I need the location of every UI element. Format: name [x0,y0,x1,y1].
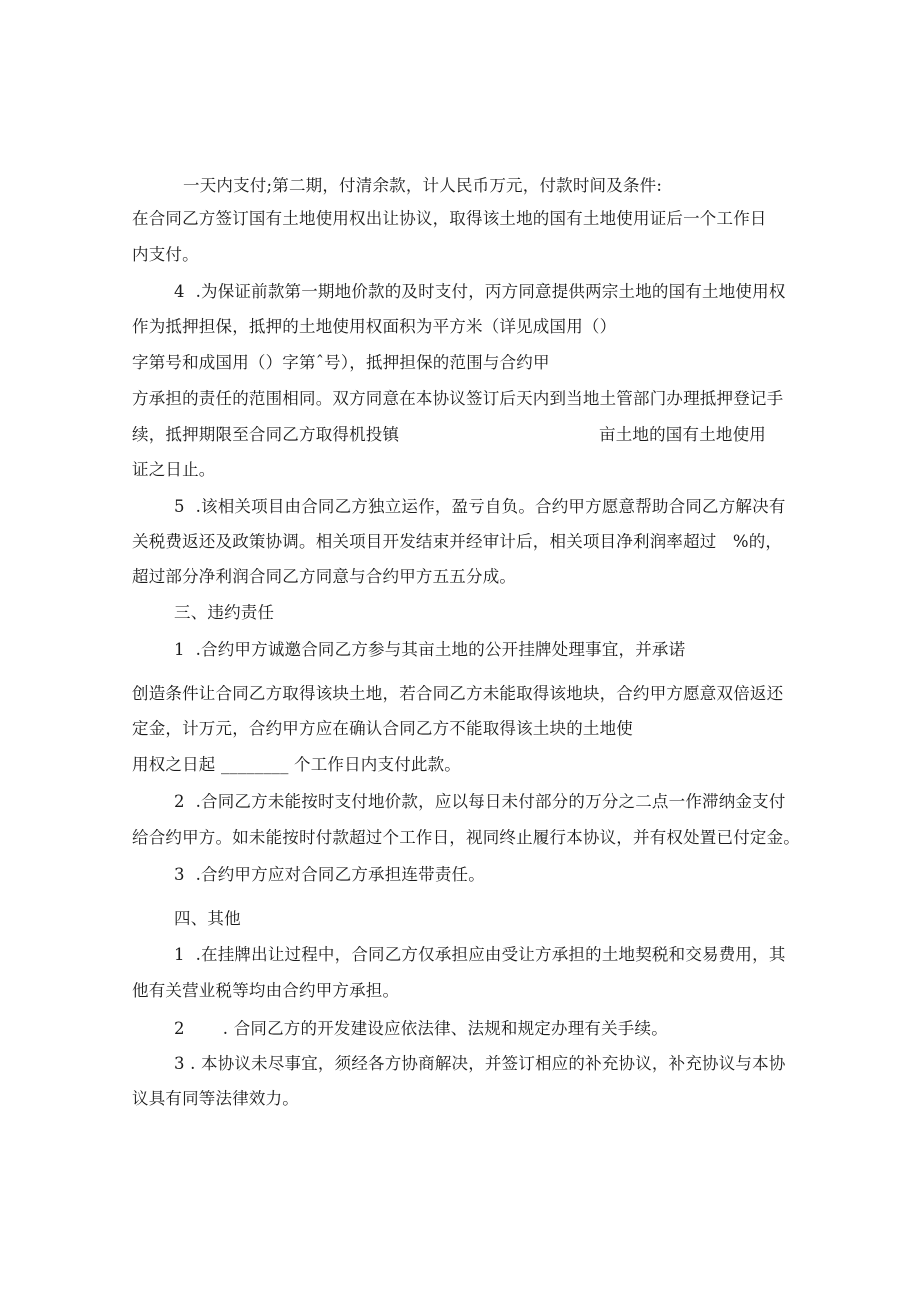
text-line: 用权之日起 ________ 个工作日内支付此款。 [132,755,461,774]
text-line: 关税费返还及政策协调。相关项目开发结束并经审计后，相关项目净利润率超过 %的， [132,532,783,551]
text-line: 证之日止。 [132,460,216,479]
text-line: 他有关营业税等均由合约甲方承担。 [132,981,400,1000]
text-line: 2 . 合同乙方的开发建设应依法律、法规和规定办理有关手续。 [174,1019,668,1038]
text-line: 超过部分净利润合同乙方同意与合约甲方五五分成。 [132,567,517,586]
text-line: 1 .在挂牌出让过程中，合同乙方仅承担应由受让方承担的土地契税和交易费用，其 [174,945,786,964]
text-line: 亩土地的国有土地使用 [599,425,766,444]
text-line: 字第号和成国用（）字第ˆ号），抵押担保的范围与合约甲 [132,353,550,372]
text-line: 给合约甲方。如未能按时付款超过个工作日，视同终止履行本协议，并有权处置已付定金。 [132,828,800,847]
text-line: 2 .合同乙方未能按时支付地价款，应以每日未付部分的万分之二点一作滞纳金支付 [174,792,786,811]
text-line: 作为抵押担保，抵押的土地使用权面积为平方米（详见成国用（） [132,317,617,336]
text-line: 4 .为保证前款第一期地价款的及时支付，丙方同意提供两宗土地的国有土地使用权 [174,282,786,301]
section-heading: 三、违约责任 [174,603,275,622]
text-line: 续，抵押期限至合同乙方取得机投镇 [132,425,400,444]
text-line: 定金，计万元，合约甲方应在确认合同乙方不能取得该土块的土地使 [132,719,633,738]
text-line: 5 .该相关项目由合同乙方独立运作，盈亏自负。合约甲方愿意帮助合同乙方解决有 [174,497,786,516]
text-line: 3 .合约甲方应对合同乙方承担连带责任。 [174,865,485,884]
text-line: 创造条件让合同乙方取得该块土地，若合同乙方未能取得该地块，合约甲方愿意双倍返还 [132,684,784,703]
text-line: 在合同乙方签订国有土地使用权出让协议，取得该土地的国有土地使用证后一个工作日 [132,209,767,228]
text-line: 3 . 本协议未尽事宜，须经各方协商解决，并签订相应的补充协议，补充协议与本协 [174,1054,786,1073]
text-line: 内支付。 [132,245,199,264]
text-line: 方承担的责任的范围相同。双方同意在本协议签订后天内到当地土管部门办理抵押登记手 [132,389,784,408]
section-heading: 四、其他 [174,909,241,928]
text-line: 一天内支付;第二期，付清余款，计人民币万元，付款时间及条件: [183,176,663,195]
text-line: 1 .合约甲方诚邀合同乙方参与其亩土地的公开挂牌处理事宜，并承诺 [174,640,686,659]
text-line: 议具有同等法律效力。 [132,1089,299,1108]
